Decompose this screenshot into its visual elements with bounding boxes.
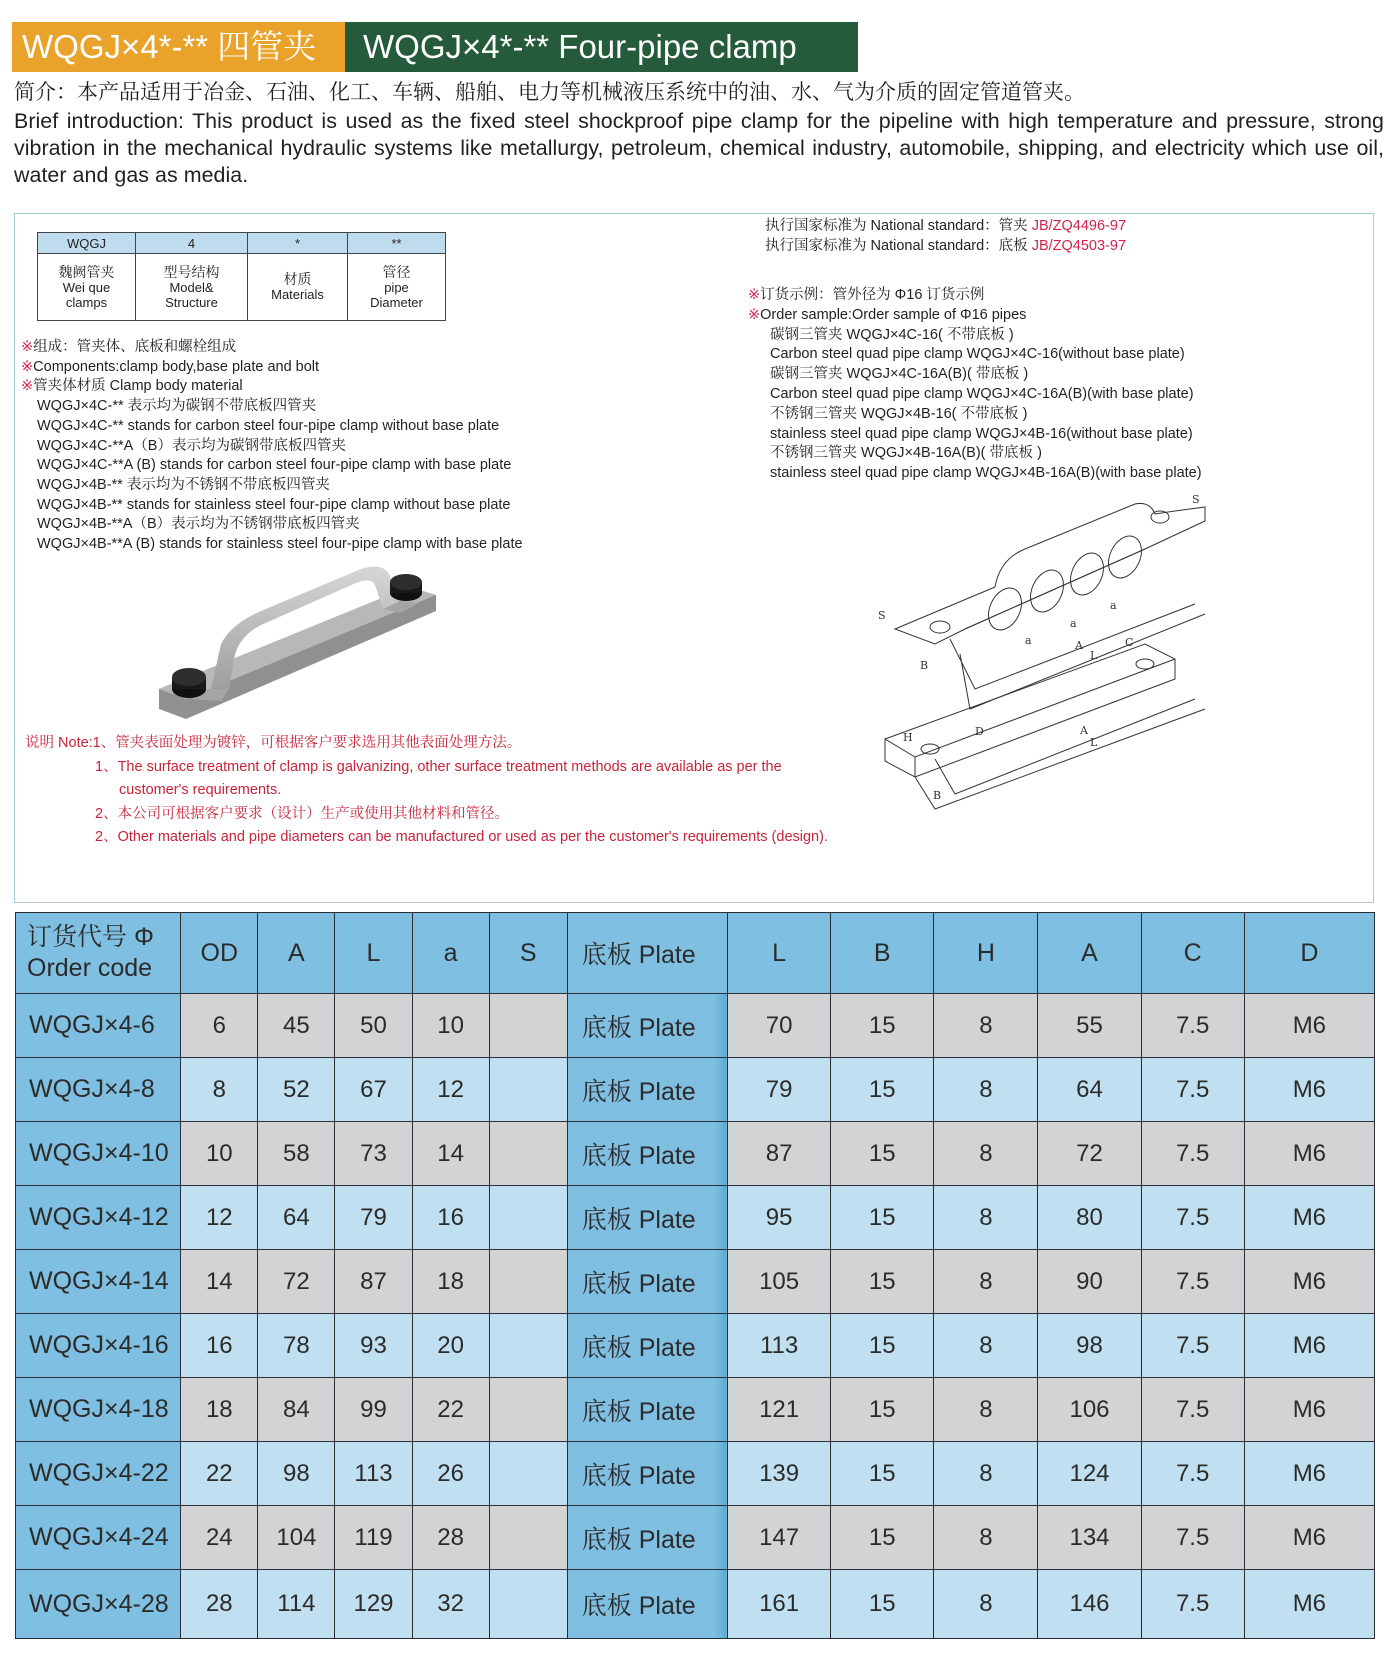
cell-a-upper: 45 bbox=[258, 994, 335, 1058]
header-a-lower: a bbox=[412, 913, 489, 994]
cell-order-code: WQGJ×4-16 bbox=[16, 1314, 181, 1378]
header-plate-a: A bbox=[1038, 913, 1141, 994]
cell-l: 99 bbox=[335, 1378, 412, 1442]
cell-plate-d: M6 bbox=[1244, 1506, 1374, 1570]
order-sample-line bbox=[748, 405, 1202, 425]
component-line-text: WQGJ×4B-** 表示均为不锈钢不带底板四管夹 bbox=[37, 476, 330, 493]
cell-order-code: WQGJ×4-28 bbox=[16, 1570, 181, 1639]
order-sample-list bbox=[748, 286, 1202, 484]
cell-a-lower: 26 bbox=[412, 1442, 489, 1506]
cell-plate-b: 15 bbox=[831, 1186, 934, 1250]
dim-label-A: A bbox=[1080, 724, 1088, 737]
component-line bbox=[21, 397, 523, 417]
order-sample-line-text: 不锈钢三管夹 WQGJ×4B-16A(B)( 带底板 ) bbox=[770, 445, 1042, 462]
cell-order-code: WQGJ×4-8 bbox=[16, 1058, 181, 1122]
cell-a-upper: 58 bbox=[258, 1122, 335, 1186]
cell-a-lower: 10 bbox=[412, 994, 489, 1058]
component-line bbox=[21, 377, 523, 397]
cell-a-lower: 32 bbox=[412, 1570, 489, 1639]
cell-plate-b: 15 bbox=[831, 1378, 934, 1442]
drawing-dimension-lines bbox=[950, 604, 1205, 709]
meaning-cell bbox=[38, 254, 136, 321]
reference-mark-icon: ※ bbox=[748, 306, 761, 323]
cell-plate-c: 7.5 bbox=[1141, 994, 1244, 1058]
table-row bbox=[16, 1058, 1375, 1122]
cell-a-lower: 12 bbox=[412, 1058, 489, 1122]
cell-plate: 底板 Plate bbox=[567, 1186, 727, 1250]
dim-label-H: H bbox=[903, 731, 913, 744]
standard-code: JB/ZQ4496-97 bbox=[1031, 218, 1127, 234]
cell-od: 28 bbox=[181, 1570, 258, 1639]
cell-plate-l: 121 bbox=[728, 1378, 831, 1442]
cell-plate-c: 7.5 bbox=[1141, 1058, 1244, 1122]
component-line bbox=[21, 437, 523, 457]
cell-l: 50 bbox=[335, 994, 412, 1058]
technical-drawing bbox=[875, 493, 1215, 819]
table-row bbox=[16, 1314, 1375, 1378]
cell-plate-c: 7.5 bbox=[1141, 1570, 1244, 1639]
cell-plate-c: 7.5 bbox=[1141, 1506, 1244, 1570]
table-row bbox=[16, 1250, 1375, 1314]
drawing-clamp-edge bbox=[965, 549, 1145, 629]
cell-plate-a: 90 bbox=[1038, 1250, 1141, 1314]
cell-plate-d: M6 bbox=[1244, 1378, 1374, 1442]
cell-plate-a: 98 bbox=[1038, 1314, 1141, 1378]
dim-label-B: B bbox=[920, 659, 929, 672]
cell-l: 93 bbox=[335, 1314, 412, 1378]
cell-plate-l: 139 bbox=[728, 1442, 831, 1506]
cell-l: 119 bbox=[335, 1506, 412, 1570]
meaning-cn: 魏阙管夹 bbox=[58, 263, 115, 280]
cell-plate-c: 7.5 bbox=[1141, 1186, 1244, 1250]
header-plate-d: D bbox=[1244, 913, 1374, 994]
reference-mark-icon: ※ bbox=[21, 358, 34, 375]
dim-label-a: a bbox=[1025, 634, 1032, 647]
cell-plate-a: 55 bbox=[1038, 994, 1141, 1058]
cell-plate: 底板 Plate bbox=[567, 1314, 727, 1378]
cell-plate-d: M6 bbox=[1244, 1570, 1374, 1639]
cell-a-upper: 52 bbox=[258, 1058, 335, 1122]
cell-a-upper: 72 bbox=[258, 1250, 335, 1314]
cell-l: 79 bbox=[335, 1186, 412, 1250]
cell-s bbox=[489, 1442, 567, 1506]
cell-order-code: WQGJ×4-14 bbox=[16, 1250, 181, 1314]
cell-l: 67 bbox=[335, 1058, 412, 1122]
dim-label-B: B bbox=[933, 789, 942, 802]
cell-od: 8 bbox=[181, 1058, 258, 1122]
note-line: 1、The surface treatment of clamp is galvanizing, other surface treatment methods are available as per the bbox=[95, 758, 782, 775]
meaning-en: Wei que bbox=[62, 279, 111, 295]
header-plate-c: C bbox=[1141, 913, 1244, 994]
table-row bbox=[16, 1378, 1375, 1442]
cell-a-lower: 22 bbox=[412, 1378, 489, 1442]
cell-plate-h: 8 bbox=[934, 1122, 1038, 1186]
dim-label-A: A bbox=[1075, 639, 1083, 652]
intro-en: Brief introduction: This product is used as the fixed steel shockproof pipe clamp for the pipeline with high temperature and pressure, strong vibration in the mechanical hydraulic systems like metallurgy, petroleum, chemical industry, automobile, shipping, and electricity which use oil, water and gas as media. bbox=[14, 109, 1384, 187]
dim-label-L: L bbox=[1090, 736, 1098, 749]
cell-s bbox=[489, 994, 567, 1058]
meaning-en: Materials bbox=[271, 287, 324, 302]
cell-plate: 底板 Plate bbox=[567, 1570, 727, 1639]
cell-a-lower: 14 bbox=[412, 1122, 489, 1186]
cell-a-lower: 18 bbox=[412, 1250, 489, 1314]
component-line-text: WQGJ×4C-**A (B) stands for carbon steel four-pipe clamp with base plate bbox=[37, 457, 512, 474]
order-sample-line bbox=[748, 326, 1202, 346]
code-cell: * bbox=[248, 233, 348, 254]
component-line bbox=[21, 496, 523, 516]
cell-plate-b: 15 bbox=[831, 994, 934, 1058]
cell-plate-b: 15 bbox=[831, 1506, 934, 1570]
reference-mark-icon: ※ bbox=[748, 287, 761, 303]
cell-s bbox=[489, 1058, 567, 1122]
cell-a-lower: 16 bbox=[412, 1186, 489, 1250]
cell-a-lower: 28 bbox=[412, 1506, 489, 1570]
header-s: S bbox=[489, 913, 567, 994]
standard-code: JB/ZQ4503-97 bbox=[1031, 238, 1127, 254]
meaning-en: Diameter bbox=[370, 294, 423, 310]
cell-od: 18 bbox=[181, 1378, 258, 1442]
cell-plate-l: 105 bbox=[728, 1250, 831, 1314]
order-sample-line bbox=[748, 425, 1202, 445]
component-line bbox=[21, 338, 523, 358]
reference-mark-icon: ※ bbox=[21, 339, 34, 355]
cell-a-upper: 104 bbox=[258, 1506, 335, 1570]
component-line bbox=[21, 476, 523, 496]
drawing-bolt-hole bbox=[930, 621, 950, 633]
cell-plate-h: 8 bbox=[934, 1186, 1038, 1250]
component-line-text: WQGJ×4C-** 表示均为碳钢不带底板四管夹 bbox=[37, 398, 317, 415]
cell-plate-c: 7.5 bbox=[1141, 1122, 1244, 1186]
specification-table bbox=[15, 912, 1375, 1639]
cell-od: 14 bbox=[181, 1250, 258, 1314]
code-cell: 4 bbox=[136, 233, 248, 254]
order-sample-line bbox=[748, 444, 1202, 464]
component-line-text: 管夹体材质 Clamp body material bbox=[33, 378, 243, 395]
cell-plate-b: 15 bbox=[831, 1122, 934, 1186]
meaning-en: Model& bbox=[169, 279, 214, 295]
component-line-text: WQGJ×4C-**A（B）表示均为碳钢带底板四管夹 bbox=[37, 437, 346, 454]
cell-plate: 底板 Plate bbox=[567, 1442, 727, 1506]
cell-plate-l: 70 bbox=[728, 994, 831, 1058]
cell-od: 24 bbox=[181, 1506, 258, 1570]
meaning-cell bbox=[248, 254, 348, 321]
header-od: OD bbox=[181, 913, 258, 994]
cell-order-code: WQGJ×4-6 bbox=[16, 994, 181, 1058]
component-line-text: WQGJ×4B-**A（B）表示均为不锈钢带底板四管夹 bbox=[37, 516, 360, 533]
cell-plate: 底板 Plate bbox=[567, 1122, 727, 1186]
order-sample-line bbox=[748, 286, 1202, 306]
clamp-product-image bbox=[151, 549, 451, 739]
cell-a-upper: 98 bbox=[258, 1442, 335, 1506]
order-sample-line-text: Carbon steel quad pipe clamp WQGJ×4C-16A(B)(with base plate) bbox=[770, 385, 1194, 402]
cell-plate-b: 15 bbox=[831, 1058, 934, 1122]
order-sample-line bbox=[748, 365, 1202, 385]
code-cell: WQGJ bbox=[38, 233, 136, 254]
cell-plate-h: 8 bbox=[934, 1250, 1038, 1314]
cell-plate-l: 161 bbox=[728, 1570, 831, 1639]
cell-plate-a: 124 bbox=[1038, 1442, 1141, 1506]
order-sample-line-text: stainless steel quad pipe clamp WQGJ×4B-16A(B)(with base plate) bbox=[770, 465, 1202, 482]
header-plate-h: H bbox=[934, 913, 1038, 994]
meaning-row bbox=[38, 254, 446, 321]
cell-plate: 底板 Plate bbox=[567, 1058, 727, 1122]
table-body bbox=[16, 994, 1375, 1639]
code-structure-table bbox=[37, 232, 446, 321]
cell-a-upper: 114 bbox=[258, 1570, 335, 1639]
dim-label-a: a bbox=[1070, 617, 1077, 630]
cell-plate-h: 8 bbox=[934, 1314, 1038, 1378]
cell-od: 22 bbox=[181, 1442, 258, 1506]
drawing-base-hole bbox=[1136, 659, 1154, 669]
cell-s bbox=[489, 1570, 567, 1639]
header-plate-b: B bbox=[831, 913, 934, 994]
cell-od: 16 bbox=[181, 1314, 258, 1378]
cell-a-upper: 78 bbox=[258, 1314, 335, 1378]
cell-l: 73 bbox=[335, 1122, 412, 1186]
cell-plate-b: 15 bbox=[831, 1314, 934, 1378]
cell-plate: 底板 Plate bbox=[567, 1250, 727, 1314]
header-order-cn: 订货代号 Φ bbox=[27, 923, 154, 951]
order-sample-line-text: 碳钢三管夹 WQGJ×4C-16( 不带底板 ) bbox=[770, 326, 1014, 343]
cell-plate-a: 134 bbox=[1038, 1506, 1141, 1570]
order-sample-line bbox=[748, 464, 1202, 484]
cell-order-code: WQGJ×4-12 bbox=[16, 1186, 181, 1250]
order-sample-line bbox=[748, 306, 1202, 326]
cell-plate-l: 79 bbox=[728, 1058, 831, 1122]
table-row bbox=[16, 1506, 1375, 1570]
standard-label: 执行国家标准为 National standard：管夹 bbox=[765, 218, 1028, 234]
order-sample-line-text: 订货示例：管外径为 Φ16 订货示例 bbox=[760, 287, 985, 303]
order-sample-line-text: stainless steel quad pipe clamp WQGJ×4B-16(without base plate) bbox=[770, 425, 1193, 442]
header-order-code bbox=[16, 913, 181, 994]
cell-plate-d: M6 bbox=[1244, 1442, 1374, 1506]
cell-s bbox=[489, 1122, 567, 1186]
dim-label-C: C bbox=[1125, 636, 1134, 649]
order-sample-line bbox=[748, 345, 1202, 365]
meaning-cell bbox=[348, 254, 446, 321]
component-line-text: Components:clamp body,base plate and bolt bbox=[33, 358, 320, 375]
note-line: customer's requirements. bbox=[119, 782, 282, 798]
cell-plate-a: 146 bbox=[1038, 1570, 1141, 1639]
cell-l: 129 bbox=[335, 1570, 412, 1639]
dim-label-s: S bbox=[1192, 493, 1200, 506]
cell-plate-d: M6 bbox=[1244, 1122, 1374, 1186]
reference-mark-icon: ※ bbox=[21, 378, 34, 395]
cell-plate-d: M6 bbox=[1244, 994, 1374, 1058]
components-list bbox=[21, 338, 523, 555]
cell-l: 113 bbox=[335, 1442, 412, 1506]
cell-plate-d: M6 bbox=[1244, 1250, 1374, 1314]
component-line bbox=[21, 456, 523, 476]
component-line-text: WQGJ×4B-** stands for stainless steel four-pipe clamp without base plate bbox=[37, 496, 511, 513]
cell-plate-d: M6 bbox=[1244, 1058, 1374, 1122]
cell-plate-h: 8 bbox=[934, 1378, 1038, 1442]
cell-s bbox=[489, 1378, 567, 1442]
drawing-clamp-outline bbox=[895, 503, 1205, 644]
meaning-cn: 管径 bbox=[382, 263, 411, 280]
table-row bbox=[16, 1570, 1375, 1639]
cell-plate-c: 7.5 bbox=[1141, 1250, 1244, 1314]
cell-l: 87 bbox=[335, 1250, 412, 1314]
table-row bbox=[16, 1442, 1375, 1506]
title-banner bbox=[12, 22, 858, 72]
component-line bbox=[21, 417, 523, 437]
note-line: 说明 Note:1、管夹表面处理为镀锌，可根据客户要求选用其他表面处理方法。 bbox=[25, 735, 522, 751]
order-sample-line bbox=[748, 385, 1202, 405]
order-sample-line-text: Order sample:Order sample of Φ16 pipes bbox=[760, 306, 1027, 323]
cell-order-code: WQGJ×4-18 bbox=[16, 1378, 181, 1442]
dim-label-s: S bbox=[878, 609, 886, 622]
cell-order-code: WQGJ×4-22 bbox=[16, 1442, 181, 1506]
cell-s bbox=[489, 1250, 567, 1314]
notes bbox=[25, 732, 828, 850]
cell-plate-a: 80 bbox=[1038, 1186, 1141, 1250]
cell-plate-a: 72 bbox=[1038, 1122, 1141, 1186]
bolt-left-icon bbox=[172, 668, 206, 698]
note-line: 2、本公司可根据客户要求（设计）生产或使用其他材料和管径。 bbox=[95, 805, 510, 822]
meaning-en: Structure bbox=[165, 294, 218, 310]
drawing-pipe-holes bbox=[982, 531, 1148, 636]
standard-line bbox=[765, 236, 1126, 256]
header-plate: 底板 Plate bbox=[567, 913, 727, 994]
meaning-en: pipe bbox=[384, 279, 409, 295]
code-row bbox=[38, 233, 446, 254]
standard-line bbox=[765, 216, 1126, 236]
note-line: 2、Other materials and pipe diameters can be manufactured or used as per the customer's requirements (design). bbox=[95, 829, 828, 845]
cell-a-lower: 20 bbox=[412, 1314, 489, 1378]
cell-plate-l: 95 bbox=[728, 1186, 831, 1250]
dim-label-D: D bbox=[975, 725, 984, 738]
cell-plate-b: 15 bbox=[831, 1250, 934, 1314]
cell-plate: 底板 Plate bbox=[567, 1378, 727, 1442]
cell-plate-d: M6 bbox=[1244, 1186, 1374, 1250]
cell-order-code: WQGJ×4-24 bbox=[16, 1506, 181, 1570]
table-row bbox=[16, 1122, 1375, 1186]
meaning-cell bbox=[136, 254, 248, 321]
drawing-base-plate bbox=[885, 644, 1175, 777]
cell-plate-l: 113 bbox=[728, 1314, 831, 1378]
header-plate-l: L bbox=[728, 913, 831, 994]
cell-s bbox=[489, 1314, 567, 1378]
code-cell: ** bbox=[348, 233, 446, 254]
cell-plate-a: 106 bbox=[1038, 1378, 1141, 1442]
order-sample-line-text: 碳钢三管夹 WQGJ×4C-16A(B)( 带底板 ) bbox=[770, 366, 1029, 383]
cell-plate-h: 8 bbox=[934, 994, 1038, 1058]
cell-s bbox=[489, 1506, 567, 1570]
cell-plate-b: 15 bbox=[831, 1442, 934, 1506]
cell-plate-d: M6 bbox=[1244, 1314, 1374, 1378]
info-panel bbox=[14, 213, 1374, 903]
cell-od: 12 bbox=[181, 1186, 258, 1250]
cell-plate-h: 8 bbox=[934, 1058, 1038, 1122]
table-row bbox=[16, 994, 1375, 1058]
intro-cn: 简介：本产品适用于冶金、石油、化工、车辆、船舶、电力等机械液压系统中的油、水、气为介质的固定管道管夹。 bbox=[14, 81, 1085, 104]
component-line-text: WQGJ×4C-** stands for carbon steel four-pipe clamp without base plate bbox=[37, 417, 500, 434]
standard-label: 执行国家标准为 National standard：底板 bbox=[765, 238, 1028, 254]
table-row bbox=[16, 1186, 1375, 1250]
cell-plate-l: 147 bbox=[728, 1506, 831, 1570]
component-line bbox=[21, 358, 523, 378]
title-cn: WQGJ×4*-** 四管夹 bbox=[12, 22, 345, 72]
cell-plate-c: 7.5 bbox=[1141, 1314, 1244, 1378]
dim-label-a: a bbox=[1110, 599, 1117, 612]
order-sample-line-text: Carbon steel quad pipe clamp WQGJ×4C-16(without base plate) bbox=[770, 346, 1185, 363]
component-line-text: 组成：管夹体、底板和螺栓组成 bbox=[33, 339, 237, 355]
cell-plate-c: 7.5 bbox=[1141, 1442, 1244, 1506]
title-en: WQGJ×4*-** Four-pipe clamp bbox=[345, 22, 858, 72]
cell-a-upper: 84 bbox=[258, 1378, 335, 1442]
drawing-base-dimension-lines bbox=[915, 699, 1205, 809]
cell-order-code: WQGJ×4-10 bbox=[16, 1122, 181, 1186]
bolt-right-icon bbox=[390, 574, 422, 601]
cell-plate-h: 8 bbox=[934, 1570, 1038, 1639]
cell-od: 6 bbox=[181, 994, 258, 1058]
dim-label-L: L bbox=[1090, 649, 1098, 662]
cell-plate-a: 64 bbox=[1038, 1058, 1141, 1122]
cell-plate-l: 87 bbox=[728, 1122, 831, 1186]
cell-plate: 底板 Plate bbox=[567, 1506, 727, 1570]
cell-a-upper: 64 bbox=[258, 1186, 335, 1250]
cell-od: 10 bbox=[181, 1122, 258, 1186]
header-a-upper: A bbox=[258, 913, 335, 994]
cell-s bbox=[489, 1186, 567, 1250]
component-line-text: WQGJ×4B-**A (B) stands for stainless steel four-pipe clamp with base plate bbox=[37, 536, 523, 553]
cell-plate-b: 15 bbox=[831, 1570, 934, 1639]
cell-plate-h: 8 bbox=[934, 1442, 1038, 1506]
component-line bbox=[21, 515, 523, 535]
meaning-cn: 型号结构 bbox=[163, 263, 220, 280]
national-standards bbox=[765, 216, 1126, 256]
meaning-en: clamps bbox=[65, 294, 108, 310]
order-sample-line-text: 不锈钢三管夹 WQGJ×4B-16( 不带底板 ) bbox=[770, 405, 1028, 422]
cell-plate: 底板 Plate bbox=[567, 994, 727, 1058]
cell-plate-c: 7.5 bbox=[1141, 1378, 1244, 1442]
table-header-row bbox=[16, 913, 1375, 994]
meaning-cn: 材质 bbox=[283, 271, 312, 287]
header-l: L bbox=[335, 913, 412, 994]
cell-plate-h: 8 bbox=[934, 1506, 1038, 1570]
header-order-en: Order code bbox=[27, 954, 153, 982]
